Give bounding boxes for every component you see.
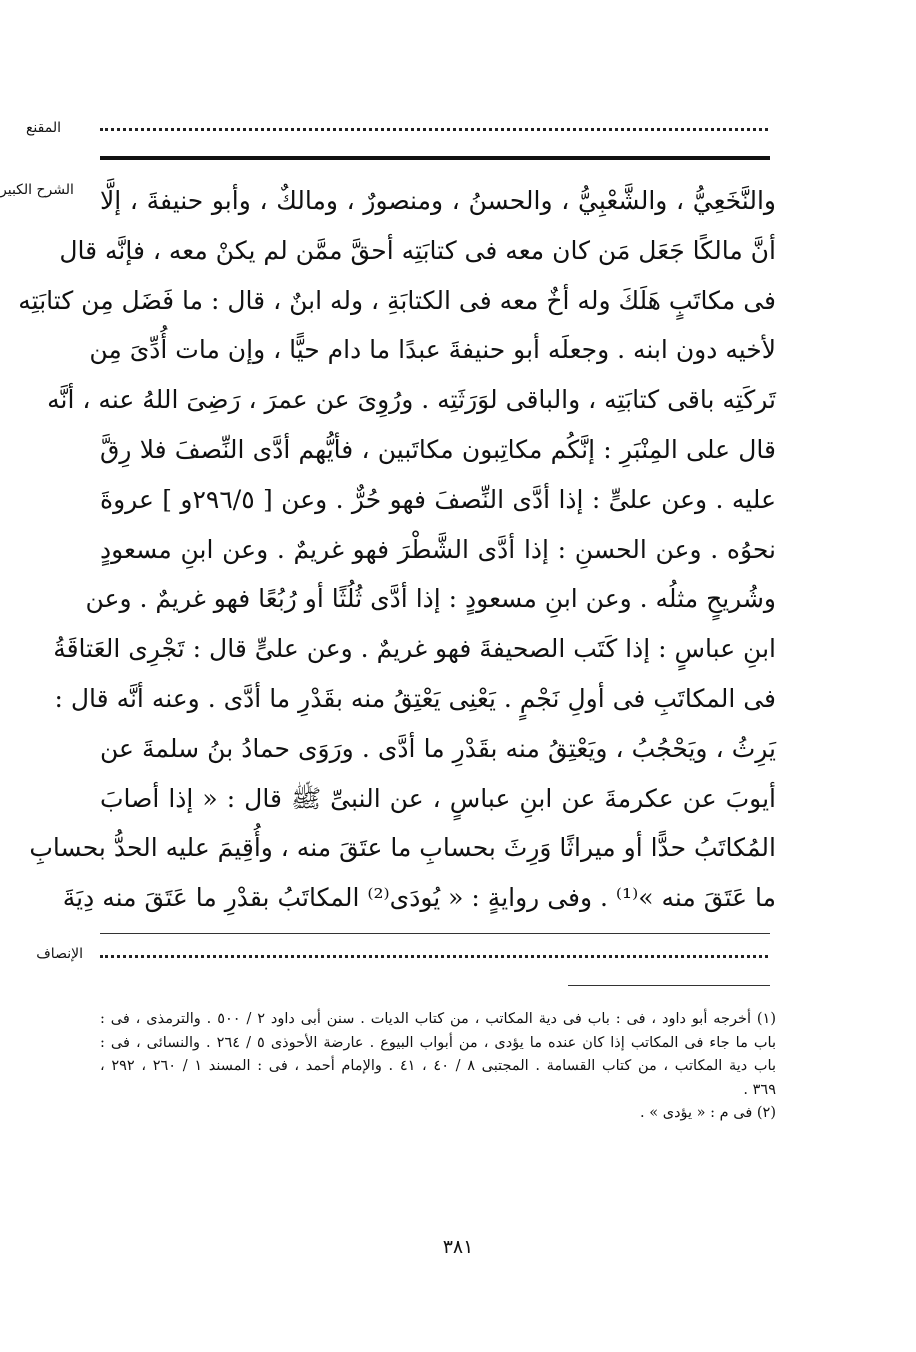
- footnote-line: ٣٦٩ .: [743, 1081, 776, 1098]
- page-number: ٣٨١: [442, 1236, 474, 1258]
- footnotes: [100, 1008, 776, 1126]
- text-line: قال على المِنْبَرِ : إنَّكُم مكاتِبون مكاتَبين ، فأيُّهم أدَّى النِّصفَ فلا رِقَّ: [100, 434, 776, 464]
- section-label-sharh: الشرح الكبير: [0, 182, 74, 198]
- footnote-line: (١) أخرجه أبو داود ، فى : باب فى دية المكاتب ، من كتاب الديات . سنن أبى داود ٢ / ٥٠٠ . والترمذى ، فى :: [100, 1011, 777, 1027]
- text-line: نحوُه . وعن الحسنِ : إذا أدَّى الشَّطْرَ فهو غريمٌ . وعن ابنِ مسعودٍ: [100, 534, 776, 564]
- text-line: أيوبَ عن عكرمةَ عن ابنِ عباسٍ ، عن النبىِّ ﷺ قال : « إذا أصابَ: [100, 783, 776, 813]
- insaf-dotted-placeholder: [100, 955, 768, 958]
- header-divider-rule: [100, 156, 770, 160]
- text-line: يَرِثُ ، ويَحْجُبُ ، ويَعْتِقُ منه بقَدْرِ ما أدَّى . ورَوَى حمادُ بنُ سلمةَ عن: [100, 733, 776, 763]
- text-line: والنَّخَعِيُّ ، والشَّعْبِيُّ ، والحسنُ ، ومنصورٌ ، ومالكٌ ، وأبو حنيفةَ ، إلَّا: [100, 186, 776, 215]
- text-line: المُكاتَبُ حدًّا أو ميراثًا وَرِثَ بحسابِ ما عتَقَ منه ، وأُقِيمَ عليه الحدُّ بحسابِ: [29, 833, 776, 863]
- footnote-line: باب ما جاء فى المكاتب إذا كان عنده ما يؤدى ، من أبواب البيوع . عارضة الأحوذى ٥ / ٢٦٤ . والنسائى ، فى :: [100, 1034, 776, 1051]
- insaf-top-rule: [100, 933, 770, 934]
- text-line: لأخيه دون ابنه . وجعلَه أبو حنيفةَ عبدًا ما دام حيًّا ، وإن مات أُدِّىَ مِن: [89, 335, 776, 365]
- section-label-muqni: المقنع: [25, 120, 61, 136]
- text-line: فى مكاتَبٍ هَلَكَ وله أخٌ معه فى الكتابَةِ ، وله ابنٌ ، قال : ما فَضَل مِن كتابَتِه: [18, 285, 776, 315]
- footnote-line: (٢) فى م : « يؤدى » .: [640, 1105, 776, 1121]
- muqni-dotted-placeholder: [100, 128, 768, 131]
- text-line: تَركَتِه باقى كتابَتِه ، والباقى لوَرَثَتِه . ورُوِىَ عن عمرَ ، رَضِىَ اللهُ عنه ، أنَّه: [47, 385, 776, 415]
- footnote-separator-rule: [568, 985, 770, 986]
- section-label-insaf: الإنصاف: [36, 946, 83, 962]
- text-line: عليه . وعن علىٍّ : إذا أدَّى النِّصفَ فهو حُرٌّ . وعن [ ٢٩٦/٥و ] عروةَ: [100, 484, 776, 514]
- text-line: وشُريحٍ مثلُه . وعن ابنِ مسعودٍ : إذا أدَّى ثُلُثًا أو رُبُعًا فهو غريمٌ . وعن: [85, 584, 776, 614]
- text-line: فى المكاتَبِ فى أولِ نَجْمٍ . يَعْنِى يَعْتِقُ منه بقَدْرِ ما أدَّى . وعنه أنَّه قال :: [54, 683, 776, 713]
- footnote-line: باب دية المكاتب ، من كتاب القسامة . المجتبى ٨ / ٤٠ ، ٤١ . والإمام أحمد ، فى : المسند ١ / ٢٦٠ ، ٢٩٢ ،: [100, 1058, 776, 1074]
- text-line: ما عَتَقَ منه »⁽¹⁾ . وفى روايةٍ : « يُودَى⁽²⁾ المكاتَبُ بقدْرِ ما عَتَقَ منه دِيَةَ: [62, 883, 776, 913]
- text-line: ابنِ عباسٍ : إذا كَتَب الصحيفةَ فهو غريمٌ . وعن علىٍّ قال : تَجْرِى العَتاقَةُ: [53, 634, 776, 664]
- text-line: أنَّ مالكًا جَعَل مَن كان معه فى كتابَتِه أحقَّ ممَّن لم يكنْ معه ، فإنَّه قال: [59, 235, 776, 265]
